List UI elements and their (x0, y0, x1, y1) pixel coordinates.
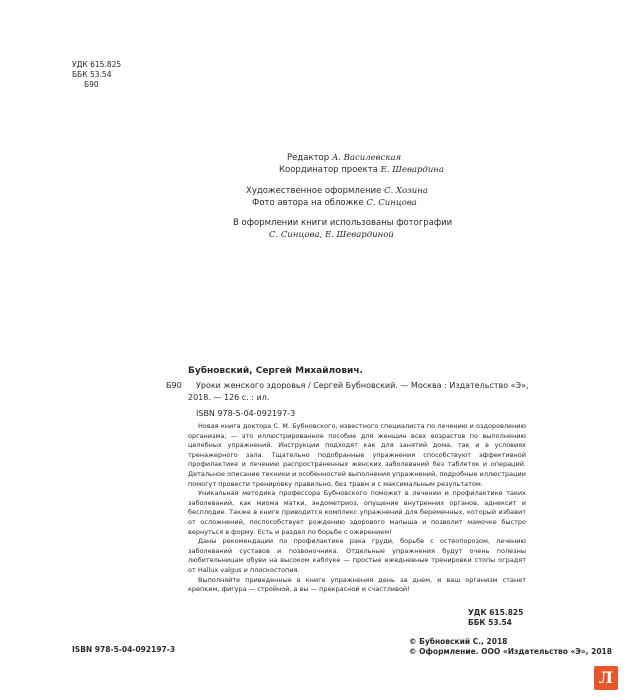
coordinator-label: Координатор проекта (279, 164, 378, 175)
editor-name: А. Василевская (331, 153, 402, 163)
bottom-bbk: ББК 53.54 (468, 618, 512, 627)
credits-photos (233, 218, 452, 241)
bib-imprint-line: 2018. — 126 с. : ил. (188, 393, 270, 402)
logo-letter: Л (598, 668, 614, 687)
photo-name: С. Синцова (366, 197, 417, 208)
coordinator-name: Е. Шевардина (380, 164, 444, 175)
art-label: Художественное оформление (246, 186, 382, 196)
bottom-udk: УДК 615.825 (468, 608, 524, 617)
annotation-paragraph-2: Уникальная методика профессора Бубновского поможет в лечении и профилактике таких заболеваний, как миома матки, эндометриоз, опущение внутренних органов, аднексит и бесплодие. Также в книге приводится комплекс упражнений для беременных, который избавит от осложнений, поспособствует рождению здорового малыша и позволит мамочке быстро вернуться в форму. Есть и раздел по борьбе с ожирением! (188, 489, 526, 536)
photo-line (252, 198, 428, 210)
annotation-paragraph-3: Даны рекомендации по профилактике рака груди, борьбе с остеопорозом, лечению заболеваний суставов и позвоночника. Отдельные упражнения будут очень полезны любительницам обуви на высоком каблуке — простые ежедневные тренировки стопы оградят от Hallux valgus и плоскостопия. (188, 537, 526, 574)
photos-used-label: В оформлении книги использованы фотографии (233, 218, 453, 228)
bib-title-line: Уроки женского здоровья / Сергей Бубновский. — Москва : Издательство «Э», (196, 381, 529, 390)
annotation (188, 422, 526, 595)
art-name: С. Хозина (384, 186, 428, 196)
top-code: Б90 (84, 80, 99, 89)
photos-used-names-row (269, 230, 452, 242)
credits-art (246, 186, 428, 209)
editor-label: Редактор (287, 153, 330, 163)
annotation-paragraph-4: Выполняйте приведенные в книге упражнения день за днем, и ваш организм станет крепким, фигура — стройной, а вы — прекрасной и счастливой! (188, 575, 526, 594)
bib-author: Бубновский, Сергей Михайлович. (188, 366, 363, 376)
copyright-design: © Оформление. ООО «Издательство «Э», 2018 (409, 647, 612, 656)
art-line (246, 186, 428, 198)
footer-isbn: ISBN 978-5-04-092197-3 (72, 645, 176, 654)
copyright-author: © Бубновский С., 2018 (409, 637, 508, 646)
top-index-block (72, 60, 121, 90)
photo-label: Фото автора на обложке (252, 197, 364, 208)
top-bbk: ББК 53.54 (72, 70, 112, 79)
top-udk: УДК 615.825 (72, 60, 122, 69)
credits-editorial (279, 153, 444, 176)
footer-copyrights (409, 637, 612, 657)
editor-line (287, 153, 444, 165)
publisher-logo-icon (594, 666, 618, 690)
bottom-index-block (468, 608, 523, 628)
coordinator-line (279, 165, 444, 177)
annotation-paragraph-1: Новая книга доктора С. М. Бубновского, известного специалиста по лечению и оздоровлению организма, — это иллюстрированное пособие для женщин всех возрастов по выполнению целебных упражнений. Инструкции подходят как для занятий дома, так и в условиях тренажерного зала. Тщательно подобранные упражнения способствуют эффективной профилактике и лечению распространенных женских заболеваний без таблеток и операций. Детальное описание техники и особенностей выполнения упражнений, подробные иллюстрации помогут провести тренировку правильно, без травм и с максимальным результатом. (188, 422, 526, 488)
bib-code: Б90 (166, 381, 182, 390)
photos-used-names: С. Синцова, Е. Шевардиной (269, 229, 394, 240)
bib-isbn: ISBN 978-5-04-092197-3 (196, 409, 296, 418)
